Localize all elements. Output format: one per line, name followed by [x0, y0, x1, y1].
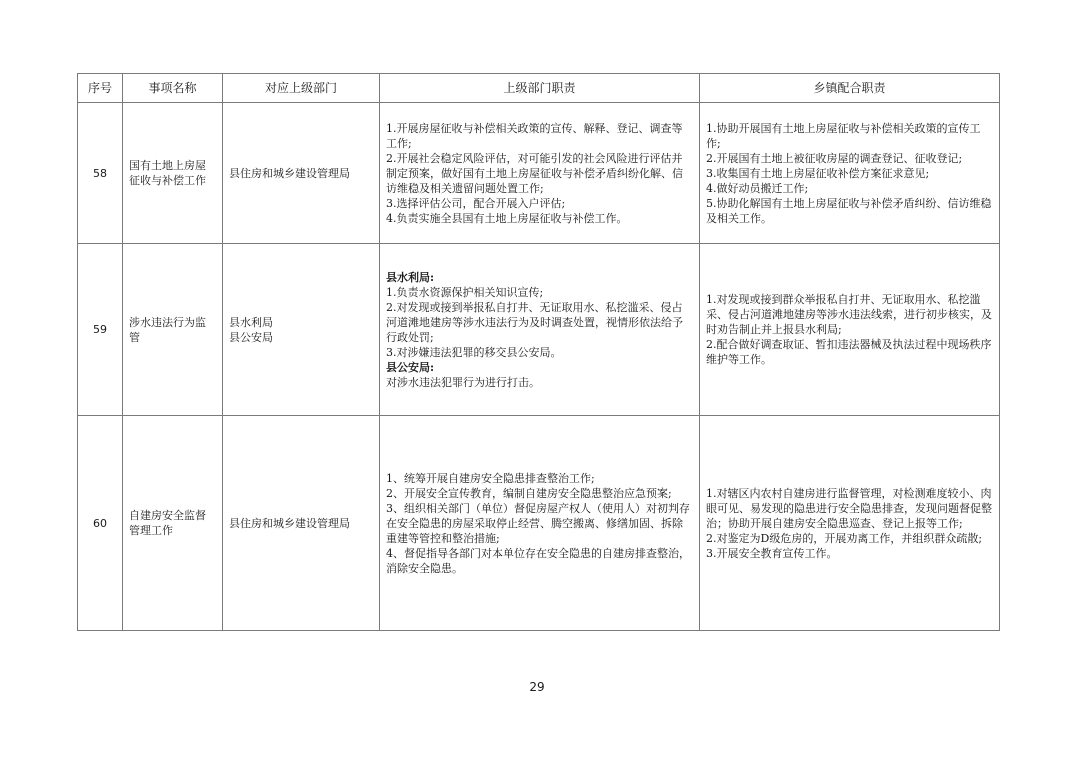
duty-item: 3.收集国有土地上房屋征收补偿方案征求意见;: [706, 166, 930, 180]
table-row: [78, 416, 1000, 631]
header-superior: 上级部门职责: [380, 74, 700, 103]
duty-item: 1.负责水资源保护相关知识宣传;: [386, 285, 544, 299]
duty-item: 3.开展安全教育宣传工作。: [706, 546, 838, 560]
superior-department: [223, 416, 380, 631]
item-name: 国有土地上房屋征收与补偿工作: [123, 103, 223, 244]
duty-item: 4.负责实施全县国有土地上房屋征收与补偿工作。: [386, 211, 628, 225]
duty-item: 1、统筹开展自建房安全隐患排查整治工作;: [386, 471, 595, 485]
department-name: 县水利局: [229, 315, 273, 329]
duty-item: 5.协助化解国有土地上房屋征收与补偿矛盾纠纷、信访维稳及相关工作。: [706, 196, 992, 225]
duty-item: 2.开展国有土地上被征收房屋的调查登记、征收登记;: [706, 151, 963, 165]
superior-duties: [380, 416, 700, 631]
duty-item: 1.对发现或接到群众举报私自打井、无证取用水、私挖滥采、侵占河道滩地建房等涉水违法线索，进行初步核实，及时劝告制止并上报县水利局;: [706, 293, 992, 336]
table-row: [78, 103, 1000, 244]
header-name: 事项名称: [123, 74, 223, 103]
header-dept: 对应上级部门: [223, 74, 380, 103]
duty-table: [77, 73, 1000, 631]
row-number: 58: [78, 103, 123, 244]
superior-duties: [380, 103, 700, 244]
row-number: 60: [78, 416, 123, 631]
row-number: 59: [78, 244, 123, 416]
township-duties: [700, 244, 1000, 416]
superior-department: [223, 244, 380, 416]
duty-item: 4.做好动员搬迁工作;: [706, 181, 809, 195]
duty-section-heading: 县水利局:: [386, 270, 435, 284]
duty-item: 1.对辖区内农村自建房进行监督管理，对检测难度较小、肉眼可见、易发现的隐患进行安全隐患排查，发现问题督促整治；协助开展自建房安全隐患巡查、登记上报等工作;: [706, 486, 992, 530]
duty-item: 对涉水违法犯罪行为进行打击。: [386, 375, 540, 389]
department-name: 县住房和城乡建设管理局: [229, 516, 350, 530]
page-number: 29: [529, 680, 545, 694]
duty-item: 1.开展房屋征收与补偿相关政策的宣传、解释、登记、调查等工作;: [386, 121, 683, 150]
item-name: 自建房安全监督管理工作: [123, 416, 223, 631]
header-row: [78, 74, 1000, 103]
township-duties: [700, 416, 1000, 631]
department-name: 县公安局: [229, 330, 273, 344]
department-name: 县住房和城乡建设管理局: [229, 166, 350, 180]
table-row: [78, 244, 1000, 416]
duty-item: 2.配合做好调查取证、暂扣违法器械及执法过程中现场秩序维护等工作。: [706, 338, 992, 366]
duty-item: 2.对鉴定为D级危房的，开展劝离工作，并组织群众疏散;: [706, 531, 983, 545]
header-no: 序号: [78, 74, 123, 103]
township-duties: [700, 103, 1000, 244]
duty-item: 4、督促指导各部门对本单位存在安全隐患的自建房排查整治，消除安全隐患。: [386, 546, 690, 575]
superior-department: [223, 103, 380, 244]
duty-item: 3.对涉嫌违法犯罪的移交县公安局。: [386, 345, 562, 359]
duty-item: 3.选择评估公司，配合开展入户评估;: [386, 196, 566, 210]
header-township: 乡镇配合职责: [700, 74, 1000, 103]
duty-item: 1.协助开展国有土地上房屋征收与补偿相关政策的宣传工作;: [706, 121, 981, 150]
superior-duties: [380, 244, 700, 416]
item-name: 涉水违法行为监管: [123, 244, 223, 416]
duty-item: 2、开展安全宣传教育，编制自建房安全隐患整治应急预案;: [386, 486, 672, 500]
duty-item: 2.对发现或接到举报私自打井、无证取用水、私挖滥采、侵占河道滩地建房等涉水违法行为及时调查处置，视情形依法给予行政处罚;: [386, 300, 683, 344]
duty-item: 2.开展社会稳定风险评估，对可能引发的社会风险进行评估并制定预案，做好国有土地上房屋征收与补偿矛盾纠纷化解、信访维稳及相关遗留问题处置工作;: [386, 151, 683, 195]
duty-item: 3、组织相关部门（单位）督促房屋产权人（使用人）对初判存在安全隐患的房屋采取停止经营、腾空搬离、修缮加固、拆除重建等管控和整治措施;: [386, 501, 690, 545]
duty-section-heading: 县公安局:: [386, 360, 435, 374]
